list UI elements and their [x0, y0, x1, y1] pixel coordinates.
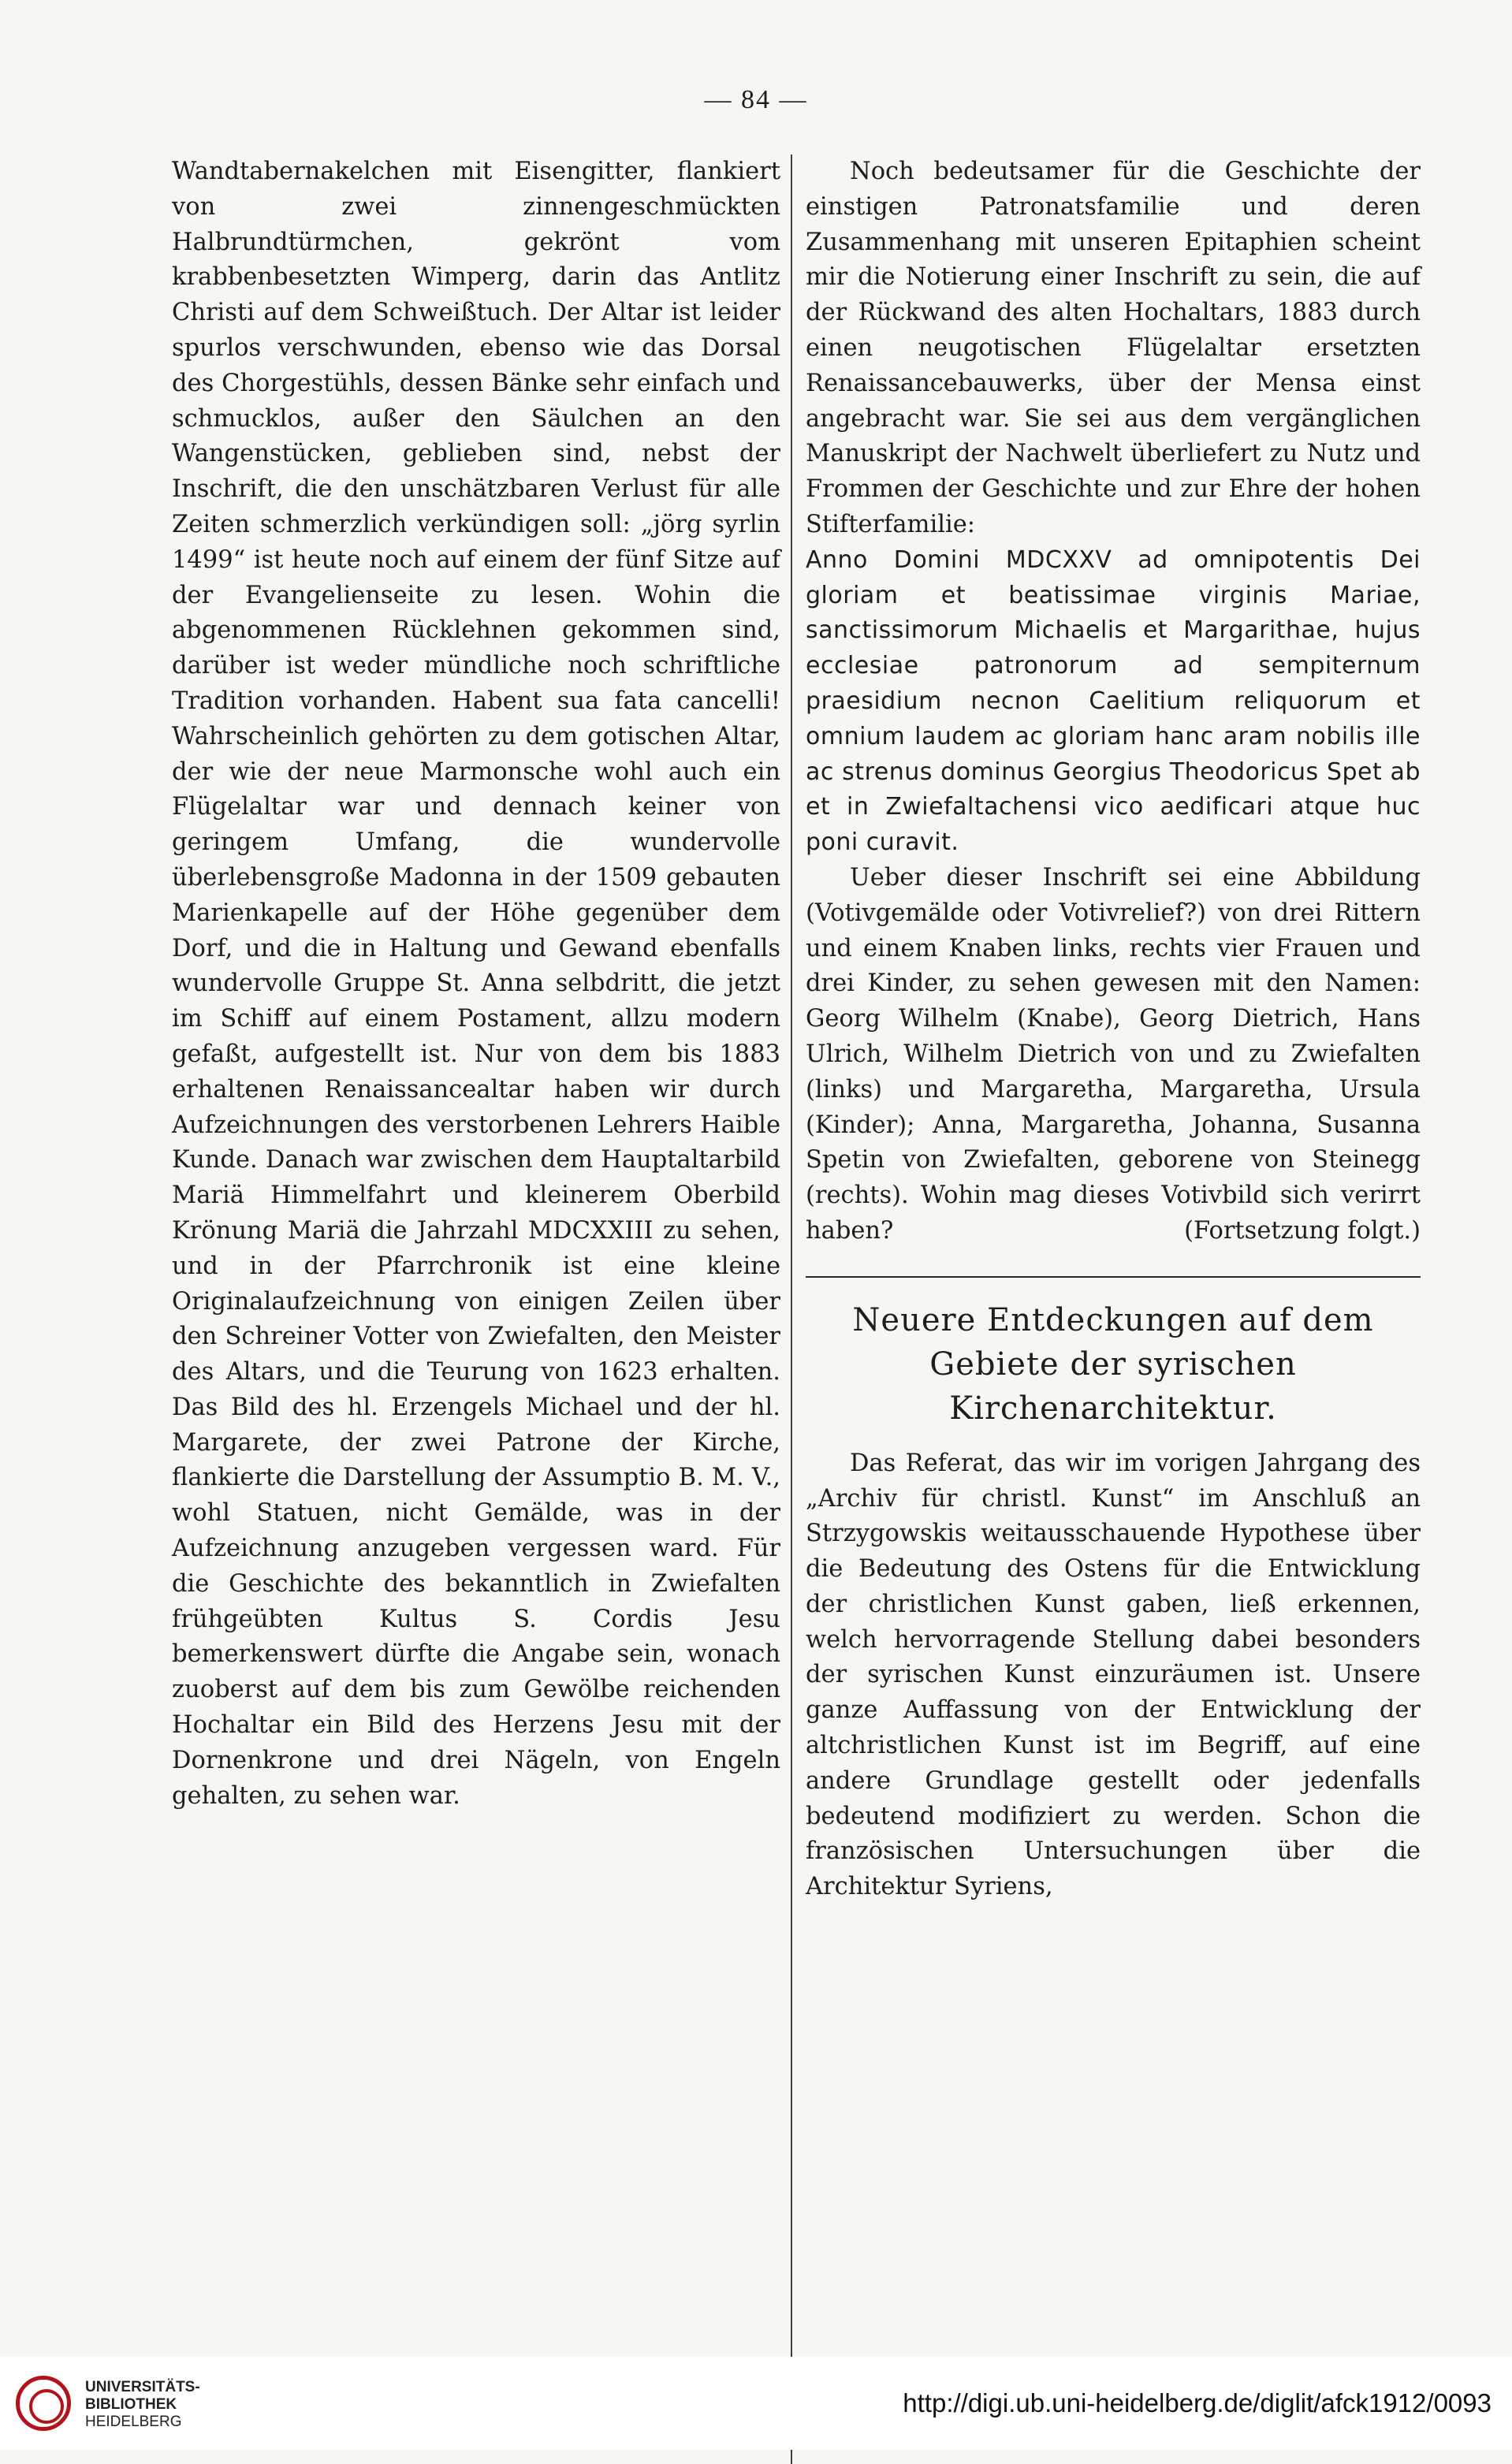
- continuation-note: (Fortsetzung folgt.): [1184, 1216, 1421, 1245]
- latin-inscription: Anno Domini MDCXXV ad omnipotentis Dei gloriam et beatissimae virginis Mariae, sanctissimorum Michaelis et Margarithae, hujus ecclesiae patronorum ad sempiternum praesidium necnon Caelitium reliquorum et omnium laudem ac gloriam hanc aram nobilis ille ac strenus dominus Georgius Theodoricus Spet ab et in Zwiefaltachensi vico aedificari atque huc poni curavit.: [806, 545, 1421, 857]
- library-line-1: UNIVERSITÄTS-: [85, 2379, 200, 2395]
- section-heading: Neuere Entdeckungen auf dem Gebiete der syrischen Kirchenarchitektur.: [852, 1301, 1374, 1427]
- left-column: [172, 154, 780, 1814]
- section-divider: [806, 1276, 1421, 1278]
- footer-bar: [0, 2357, 1512, 2450]
- library-line-2: BIBLIOTHEK: [85, 2396, 177, 2413]
- library-name: [85, 2379, 200, 2431]
- right-paragraph-syrian: Das Referat, das wir im vorigen Jahrgang des „Archiv für christl. Kunst“ im Anschluß an Strzygowskis weitausschauende Hypothese über die Bedeutung des Ostens für die Entwicklung der christlichen Kunst gaben, ließ erkennen, welch hervorragende Stellung dabei besonders der syrischen Kunst einzuräumen ist. Unsere ganze Auffassung von der Entwicklung der altchristlichen Kunst ist im Begriff, auf eine andere Grundlage gestellt oder jedenfalls bedeutend modifiziert zu werden. Schon die französischen Untersuchungen über die Architektur Syriens,: [806, 1449, 1421, 1901]
- left-paragraph: Wandtabernakelchen mit Eisengitter, flankiert von zwei zinnengeschmückten Halbrundtürmchen, gekrönt vom krabbenbesetzten Wimperg, darin das Antlitz Christi auf dem Schweißtuch. Der Altar ist leider spurlos verschwunden, ebenso wie das Dorsal des Chorgestühls, dessen Bänke sehr einfach und schmucklos, außer den Säulchen an den Wangenstücken, geblieben sind, nebst der Inschrift, die den unschätzbaren Verlust für alle Zeiten schmerzlich verkündigen soll: „jörg syrlin 1499“ ist heute noch auf einem der fünf Sitze auf der Evangelienseite zu lesen. Wohin die abgenommenen Rücklehnen gekommen sind, darüber ist weder mündliche noch schriftliche Tradition vorhanden. Habent sua fata cancelli! Wahrscheinlich gehörten zu dem gotischen Altar, der wie der neue Marmonsche wohl auch ein Flügelaltar war und dennach keiner von geringem Umfang, die wundervolle überlebensgroße Madonna in der 1509 gebauten Marienkapelle auf der Höhe gegenüber dem Dorf, und die in Haltung und Gewand ebenfalls wundervolle Gruppe St. Anna selbdritt, die jetzt im Schiff auf einem Postament, allzu modern gefaßt, aufgestellt ist. Nur von dem bis 1883 erhaltenen Renaissancealtar haben wir durch Aufzeichnungen des verstorbenen Lehrers Haible Kunde. Danach war zwischen dem Hauptaltarbild Mariä Himmelfahrt und kleinerem Oberbild Krönung Mariä die Jahrzahl MDCXXIII zu sehen, und in der Pfarrchronik ist eine kleine Originalaufzeichnung von einigen Zeilen über den Schreiner Votter von Zwiefalten, den Meister des Altars, und die Teurung von 1623 erhalten. Das Bild des hl. Erzengels Michael und der hl. Margarete, der zwei Patrone der Kirche, flankierte die Darstellung der Assumptio B. M. V., wohl Statuen, nicht Gemälde, was in der Aufzeichnung anzugeben vergessen ward. Für die Geschichte des bekanntlich in Zwiefalten frühgeübten Kultus S. Cordis Jesu bemerkenswert dürfte die Angabe sein, wonach zuoberst auf dem bis zum Gewölbe reichenden Hochaltar ein Bild des Herzens Jesu mit der Dornenkrone und drei Nägeln, von Engeln gehalten, zu sehen war.: [172, 158, 780, 1810]
- library-line-3: HEIDELBERG: [85, 2414, 182, 2430]
- source-url-link[interactable]: http://digi.ub.uni-heidelberg.de/diglit/afck1912/0093: [903, 2388, 1492, 2417]
- votive-text: Ueber dieser Inschrift sei eine Abbildung (Votivgemälde oder Votivrelief?) von drei Rittern und einem Knaben links, rechts vier Frauen und drei Kinder, zu sehen gewesen mit den Namen: Georg Wilhelm (Knabe), Georg Dietrich, Hans Ulrich, Wilhelm Dietrich von und zu Zwiefalten (links) und Margaretha, Margaretha, Ursula (Kinder); Anna, Margaretha, Johanna, Susanna Spetin von Zwiefalten, geborene von Steinegg (rechts). Wohin mag dieses Votivbild sich verirrt haben?: [806, 863, 1421, 1245]
- library-logo-icon: [16, 2376, 71, 2431]
- right-column: [806, 154, 1421, 1905]
- right-paragraph-patronage: Noch bedeutsamer für die Geschichte der einstigen Patronatsfamilie und deren Zusammenhang mit unseren Epitaphien scheint mir die Notierung einer Inschrift zu sein, die auf der Rückwand des alten Hochaltars, 1883 durch einen neugotischen Flügelaltar ersetzten Renaissancebauwerks, über der Mensa einst angebracht war. Sie sei aus dem vergänglichen Manuskript der Nachwelt überliefert zu Nutz und Frommen der Geschichte und zur Ehre der hohen Stifterfamilie:: [806, 158, 1421, 538]
- right-paragraph-votive: [806, 861, 1421, 1249]
- column-divider: [791, 154, 792, 2464]
- page-number: — 84 —: [704, 85, 808, 114]
